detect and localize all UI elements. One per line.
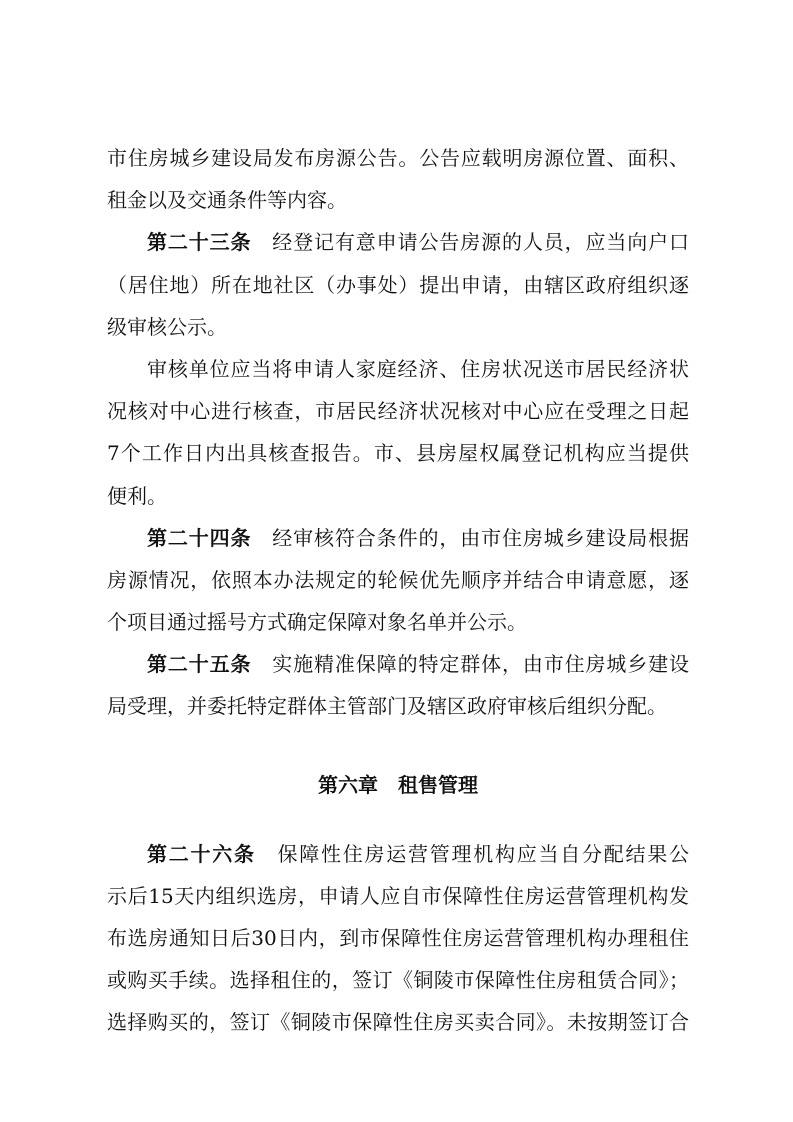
- line-text: 况核对中心进行核查，市居民经济状况核对中心应在受理之日起: [107, 399, 689, 424]
- text-line: [107, 348, 689, 390]
- text-line: [107, 1001, 689, 1043]
- line-text: 经登记有意申请公告房源的人员，应当向户口: [251, 230, 690, 255]
- text-line: [107, 306, 689, 348]
- line-text: （居住地）所在地社区（办事处）提出申请，由辖区政府组织逐: [107, 272, 689, 297]
- line-text: 个项目通过摇号方式确定保障对象名单并公示。: [107, 610, 527, 635]
- text-line: [107, 559, 689, 601]
- line-text: 房源情况，依照本办法规定的轮候优先顺序并结合申请意愿，逐: [107, 567, 689, 592]
- text-line: [107, 643, 689, 685]
- line-text: 市住房城乡建设局发布房源公告。公告应载明房源位置、面积、: [107, 146, 689, 170]
- text-line: [107, 390, 689, 432]
- document-page: [107, 137, 689, 1044]
- line-text: 选择购买的，签订《铜陵市保障性住房买卖合同》。未按期签订合: [107, 1010, 689, 1035]
- text-line: [107, 221, 689, 263]
- text-line: [107, 875, 689, 917]
- text-line: [107, 601, 689, 643]
- article-number: 第二十六条: [147, 841, 256, 866]
- line-text: 或购买手续。选择租住的，签订《铜陵市保障性住房租赁合同》；: [107, 968, 689, 993]
- text-line: [107, 264, 689, 306]
- text-line: [107, 959, 689, 1001]
- line-text: 局受理，并委托特定群体主管部门及辖区政府审核后组织分配。: [107, 694, 667, 719]
- text-line: [107, 685, 689, 727]
- article-number: 第二十四条: [147, 525, 252, 550]
- text-line: [107, 137, 689, 179]
- text-line: [107, 179, 689, 221]
- text-line: [107, 475, 689, 517]
- article-number: 第二十五条: [147, 652, 252, 677]
- section-after: [107, 833, 689, 1044]
- text-line: [107, 517, 689, 559]
- chapter-heading: 第六章 租售管理: [318, 772, 478, 797]
- line-text: 示后15天内组织选房，申请人应自市保障性住房运营管理机构发: [107, 883, 689, 908]
- section-before: [107, 137, 689, 728]
- line-text: 审核单位应当将申请人家庭经济、住房状况送市居民经济状: [147, 356, 689, 381]
- line-text: 布选房通知日后30日内，到市保障性住房运营管理机构办理租住: [107, 926, 689, 950]
- line-text: 经审核符合条件的，由市住房城乡建设局根据: [251, 525, 690, 550]
- text-line: [107, 833, 689, 875]
- line-text: 保障性住房运营管理机构应当自分配结果公: [255, 841, 689, 866]
- article-number: 第二十三条: [147, 230, 252, 255]
- text-line: [107, 917, 689, 959]
- line-text: 租金以及交通条件等内容。: [107, 188, 347, 213]
- line-text: 7个工作日内出具核查报告。市、县房屋权属登记机构应当提供: [107, 441, 689, 466]
- line-text: 实施精准保障的特定群体，由市住房城乡建设: [251, 652, 690, 677]
- text-line: [107, 432, 689, 474]
- line-text: 级审核公示。: [107, 314, 227, 339]
- line-text: 便利。: [107, 483, 167, 508]
